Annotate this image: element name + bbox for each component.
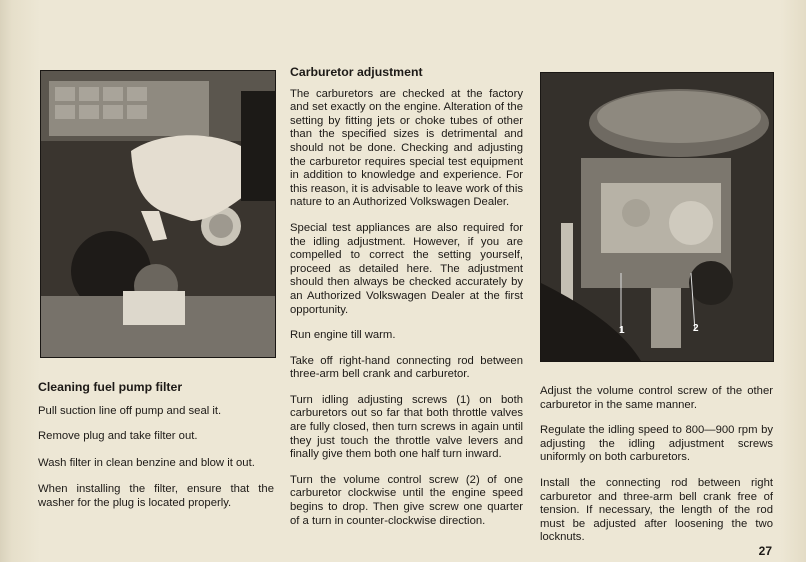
carburetor-adjustment-heading: Carburetor adjustment (290, 65, 423, 79)
paragraph: Run engine till warm. (290, 329, 396, 342)
cleaning-fuel-pump-filter-heading: Cleaning fuel pump filter (38, 380, 183, 394)
paragraph: Turn idling adjusting screws (1) on both carburetors out so far that both throttle valves are fully closed, then turn screws in again until they just touch the throttle valve levers and finally give them both one half turn inward. (290, 393, 523, 461)
middle-column (290, 66, 523, 540)
paragraph: When installing the filter, ensure that the washer for the plug is located properly. (38, 483, 274, 509)
paragraph: Remove plug and take filter out. (38, 430, 198, 443)
paragraph: Adjust the volume control screw of the other carburetor in the same manner. (540, 385, 773, 411)
paragraph: Take off right-hand connecting rod between three-arm bell crank and carburetor. (290, 354, 523, 381)
right-column (540, 385, 773, 557)
photo-label-1: 1 (619, 325, 625, 336)
paragraph: Wash filter in clean benzine and blow it out. (38, 456, 255, 469)
paragraph: Regulate the idling speed to 800—900 rpm by adjusting the idling adjustment screws uniformly on both carburetors. (540, 424, 773, 464)
photo-label-2: 2 (693, 323, 699, 334)
paragraph: Special test appliances are also required for the idling adjustment. However, if you are compelled to correct the setting yourself, proceed as detailed here. The adjustment should then always be checked accurately by an Authorized Volkswagen Dealer at the first opportunity. (290, 221, 523, 316)
paragraph: Turn the volume control screw (2) of one carburetor clockwise until the engine speed begins to drop. Then give screw one quarter of a turn in counter-clockwise direction. (290, 473, 523, 527)
fuel-pump-photo (40, 70, 276, 358)
carburetor-photo (540, 72, 774, 362)
paragraph: Pull suction line off pump and seal it. (38, 404, 222, 417)
page-number: 27 (758, 544, 772, 558)
left-column (38, 381, 274, 523)
paragraph: The carburetors are checked at the factory and set exactly on the engine. Alteration of the setting by fitting jets or choke tubes of other than the specified sizes is detrimental and should not be done. Checking and adjusting the carburetor requires special test equipment in addition to knowledge and experience. For this reason, it is advisable to leave work of this nature to an Authorized Volkswagen Dealer. (290, 87, 523, 209)
paragraph: Install the connecting rod between right carburetor and three-arm bell crank free of tension. If necessary, the length of the rod must be adjusted after loosening the two locknuts. (540, 476, 773, 544)
